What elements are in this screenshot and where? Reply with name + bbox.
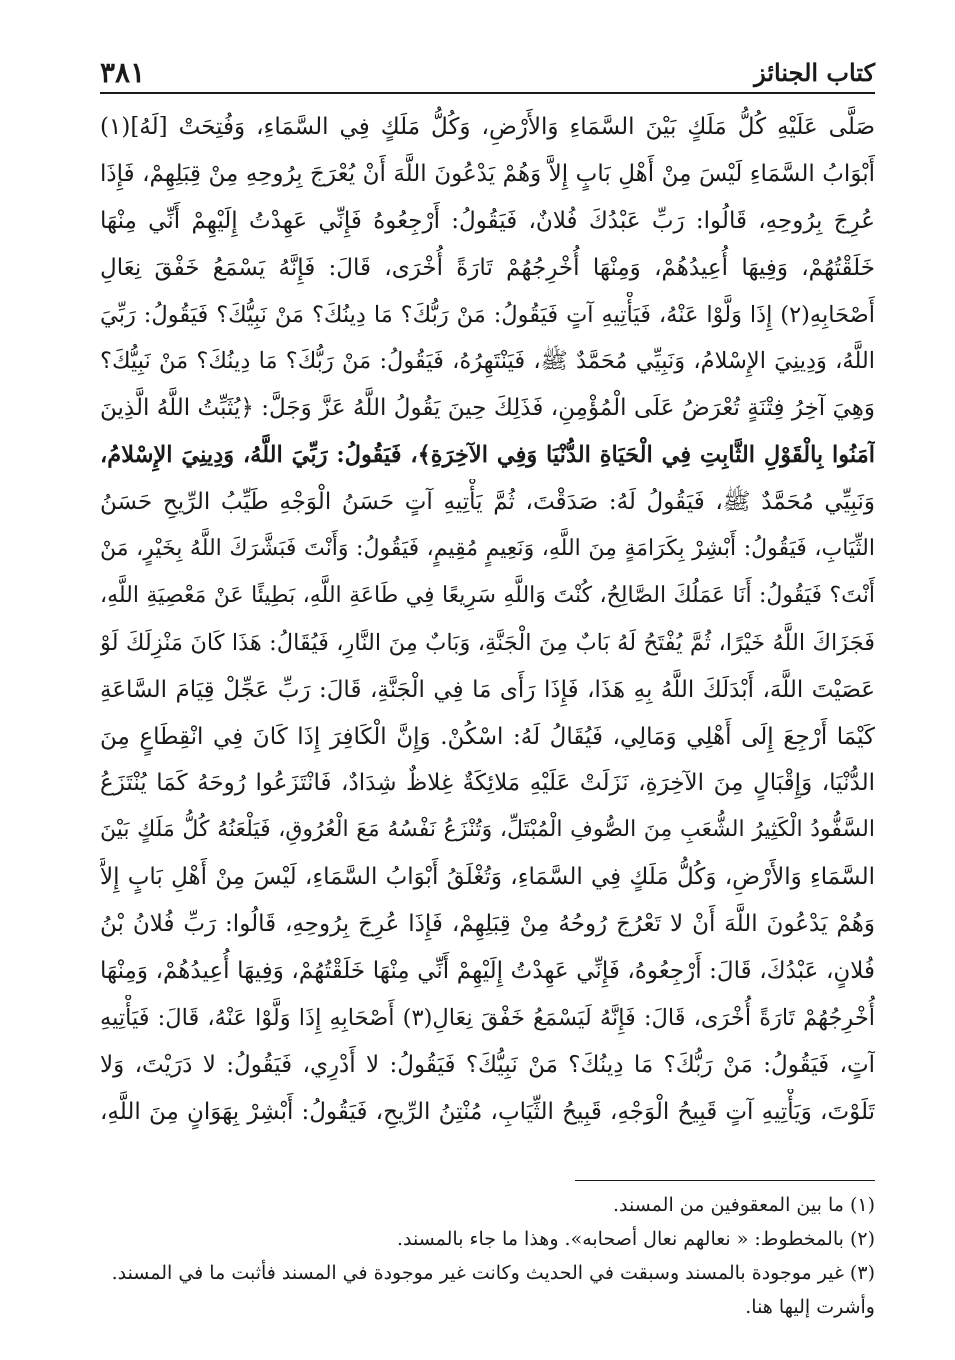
text-line: أَصْحَابِهِ(٢) إِذَا وَلَّوْا عَنْهُ، فَيَأْتِيهِ آتٍ فَيَقُولُ: مَنْ رَبُّكَ؟ مَا دِينُكَ؟ مَنْ نَبِيُّكَ؟ فَيَقُولُ: رَبِّيَ (100, 301, 875, 328)
text-line: صَلَّى عَلَيْهِ كُلُّ مَلَكٍ بَيْنَ السَّمَاءِ وَالأَرْضِ، وَكُلُّ مَلَكٍ فِي السَّمَاءِ، وَفُتِحَتْ [لَهُ](١) (100, 114, 875, 140)
text-line: السَّمَاءِ وَالأَرْضِ، وَكُلُّ مَلَكٍ فِي السَّمَاءِ، وَتُغْلَقُ أَبْوَابُ السَّمَاءِ، لَيْسَ مِنْ أَهْلِ بَابٍ إِلاَّ (100, 864, 875, 891)
text-line: فَجَزَاكَ اللَّهُ خَيْرًا، ثُمَّ يُفْتَحُ لَهُ بَابٌ مِنَ الْجَنَّةِ، وَبَابٌ مِنَ النَّارِ، فَيُقَالُ: هَذَا كَانَ مَنْزِلَكَ لَوْ (100, 629, 875, 656)
text-line: السَّفُّودُ الْكَثِيرُ الشُّعَبِ مِنَ الصُّوفِ الْمُبْتَلِّ، وَتُنْزَعُ نَفْسُهُ مَعَ الْعُرُوقِ، فَيَلْعَنُهُ كُلُّ مَلَكٍ بَيْنَ (100, 817, 875, 843)
text-line: الدُّنْيَا، وَإِقْبَالٍ مِنَ الآخِرَةِ، نَزَلَتْ عَلَيْهِ مَلائِكَةٌ غِلاظٌ شِدَادٌ، فَانْتَزَعُوا رُوحَهُ كَمَا يُنْتَزَعُ (100, 770, 875, 797)
text-line: وَهُمْ يَدْعُونَ اللَّهَ أَنْ لا تَعْرُجَ رُوحُهُ مِنْ قِبَلِهِمْ، فَإِذَا عُرِجَ بِرُوحِهِ، قَالُوا: رَبِّ فُلانُ بْنُ (100, 911, 875, 938)
text-line: الثِّيَابِ، فَيَقُولُ: أَبْشِرْ بِكَرَامَةٍ مِنَ اللَّهِ، وَنَعِيمٍ مُقِيمٍ، فَيَقُولُ: وَأَنْتَ فَبَشَّرَكَ اللَّهُ بِخَيْرٍ، مَنْ (100, 536, 875, 562)
text-line: وَهِيَ آخِرُ فِتْنَةٍ تُعْرَضُ عَلَى الْمُؤْمِنِ، فَذَلِكَ حِينَ يَقُولُ اللَّهُ عَزَّ وَجَلَّ: ﴿يُثَبِّتُ اللَّهُ الَّذِينَ (100, 395, 875, 422)
chapter-title: كتاب الجنائز (754, 58, 875, 87)
footnote-3: (٣) غير موجودة بالمسند وسبقت في الحديث وكانت غير موجودة في المسند فأثبت ما في المسند. (111, 1262, 875, 1284)
text-line: عُرِجَ بِرُوحِهِ، قَالُوا: رَبِّ عَبْدُكَ فُلانٌ، فَيَقُولُ: أَرْجِعُوهُ فَإِنِّي عَهِدْتُ إِلَيْهِمْ أَنِّي مِنْهَا (100, 207, 875, 234)
text-line: أَنْتَ؟ فَيَقُولُ: أَنَا عَمَلُكَ الصَّالِحُ، كُنْتَ وَاللَّهِ سَرِيعًا فِي طَاعَةِ اللَّهِ، بَطِيئًا عَنْ مَعْصِيَةِ اللَّهِ، (100, 582, 875, 608)
quran-verse-line: آمَنُوا بِالْقَوْلِ الثَّابِتِ فِي الْحَيَاةِ الدُّنْيَا وَفِي الآخِرَةِ﴾، فَيَقُولُ: رَبِّيَ اللَّهُ، وَدِينِيَ الإِسْلامُ، (100, 442, 875, 469)
text-line: فُلانٍ، عَبْدُكَ، قَالَ: أَرْجِعُوهُ، فَإِنِّي عَهِدْتُ إِلَيْهِمْ أَنِّي مِنْهَا خَلَقْتُهُمْ، وَفِيهَا أُعِيدُهُمْ، وَمِنْهَا (100, 958, 875, 985)
text-line: تَلَوْتَ، وَيَأْتِيهِ آتٍ قَبِيحُ الْوَجْهِ، قَبِيحُ الثِّيَابِ، مُنْتِنُ الرِّيحِ، فَيَقُولُ: أَبْشِرْ بِهَوَانٍ مِنَ اللَّهِ، (100, 1098, 875, 1125)
text-line: كَيْمَا أَرْجِعَ إِلَى أَهْلِي وَمَالِي، فَيُقَالُ لَهُ: اسْكُنْ. وَإِنَّ الْكَافِرَ إِذَا كَانَ فِي انْقِطَاعٍ مِنَ (100, 723, 875, 750)
text-line: اللَّهُ، وَدِينِيَ الإِسْلامُ، وَنَبِيِّي مُحَمَّدٌ ﷺ، فَيَنْتَهِرُهُ، فَيَقُولُ: مَنْ رَبُّكَ؟ مَا دِينُكَ؟ مَنْ نَبِيُّكَ؟ (100, 348, 875, 375)
text-line: وَنَبِيِّي مُحَمَّدٌ ﷺ، فَيَقُولُ لَهُ: صَدَقْتَ، ثُمَّ يَأْتِيهِ آتٍ حَسَنُ الْوَجْهِ طَيِّبُ الرِّيحِ حَسَنُ (100, 489, 875, 516)
header-divider (100, 92, 875, 94)
footnote-2: (٢) بالمخطوط: « نعالهم نعال أصحابه». وهذا ما جاء بالمسند. (396, 1228, 875, 1250)
text-line: عَصَيْتَ اللَّهَ، أَبْدَلَكَ اللَّهُ بِهِ هَذَا، فَإِذَا رَأَى مَا فِي الْجَنَّةِ، قَالَ: رَبِّ عَجِّلْ قِيَامَ السَّاعَةِ (100, 676, 875, 703)
text-line: أَبْوَابُ السَّمَاءِ لَيْسَ مِنْ أَهْلِ بَابٍ إِلاَّ وَهُمْ يَدْعُونَ اللَّهَ أَنْ يُعْرَجَ بِرُوحِهِ مِنْ قِبَلِهِمْ، فَإِذَا (100, 160, 875, 187)
page-header (100, 55, 875, 95)
main-text (100, 104, 875, 1136)
footnote-3-continuation: وأشرت إليها هنا. (745, 1296, 875, 1318)
footnotes (100, 1188, 875, 1324)
footnote-1: (١) ما بين المعقوفين من المسند. (612, 1194, 875, 1216)
page-number: ٣٨١ (100, 56, 146, 89)
footnote-divider (575, 1180, 875, 1181)
text-line: خَلَقْتُهُمْ، وَفِيهَا أُعِيدُهُمْ، وَمِنْهَا أُخْرِجُهُمْ تَارَةً أُخْرَى، قَالَ: فَإِنَّهُ يَسْمَعُ خَفْقَ نِعَالِ (100, 254, 875, 281)
text-line: أُخْرِجُهُمْ تَارَةً أُخْرَى، قَالَ: فَإِنَّهُ لَيَسْمَعُ خَفْقَ نِعَالِ(٣) أَصْحَابِهِ إِذَا وَلَّوْا عَنْهُ، قَالَ: فَيَأْتِيهِ (100, 1004, 875, 1031)
text-line: آتٍ، فَيَقُولُ: مَنْ رَبُّكَ؟ مَا دِينُكَ؟ مَنْ نَبِيُّكَ؟ فَيَقُولُ: لا أَدْرِي، فَيَقُولُ: لا دَرَيْتَ، وَلا (100, 1051, 875, 1078)
